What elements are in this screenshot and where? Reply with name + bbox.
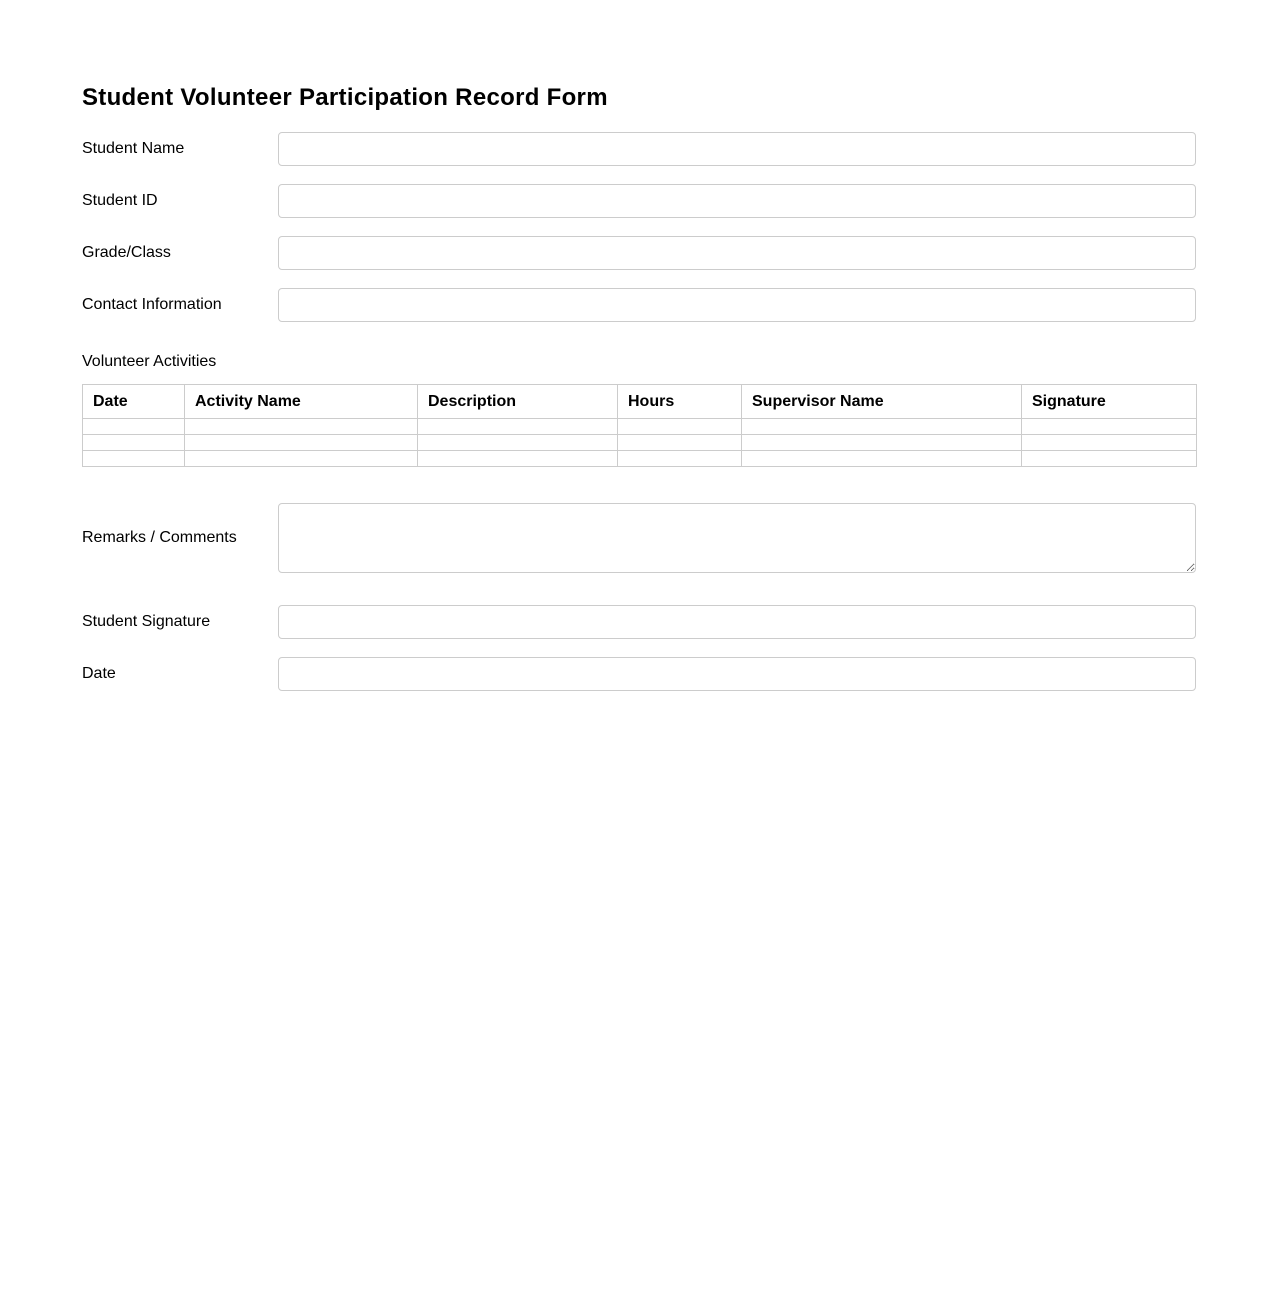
table-cell-date[interactable] xyxy=(83,435,185,451)
table-cell-description[interactable] xyxy=(418,435,618,451)
page-title: Student Volunteer Participation Record Form xyxy=(82,84,608,111)
grade-class-input[interactable] xyxy=(278,236,1196,270)
table-cell-signature[interactable] xyxy=(1022,451,1197,467)
column-header-signature: Signature xyxy=(1022,385,1197,419)
volunteer-activities-heading: Volunteer Activities xyxy=(82,353,217,370)
student-name-label: Student Name xyxy=(82,140,185,157)
column-header-activity-name: Activity Name xyxy=(185,385,418,419)
table-row xyxy=(83,451,1197,467)
table-cell-date[interactable] xyxy=(83,419,185,435)
table-cell-description[interactable] xyxy=(418,451,618,467)
volunteer-activities-table xyxy=(82,384,1197,467)
table-cell-hours[interactable] xyxy=(618,419,742,435)
table-cell-description[interactable] xyxy=(418,419,618,435)
table-cell-hours[interactable] xyxy=(618,451,742,467)
contact-information-label: Contact Information xyxy=(82,296,222,313)
table-cell-supervisor-name[interactable] xyxy=(742,451,1022,467)
student-name-input[interactable] xyxy=(278,132,1196,166)
table-cell-activity-name[interactable] xyxy=(185,451,418,467)
student-signature-label: Student Signature xyxy=(82,613,211,630)
table-cell-signature[interactable] xyxy=(1022,435,1197,451)
table-cell-supervisor-name[interactable] xyxy=(742,435,1022,451)
student-signature-row xyxy=(82,605,1196,639)
table-cell-hours[interactable] xyxy=(618,435,742,451)
table-cell-activity-name[interactable] xyxy=(185,419,418,435)
student-id-input[interactable] xyxy=(278,184,1196,218)
student-signature-input[interactable] xyxy=(278,605,1196,639)
table-row xyxy=(83,435,1197,451)
table-cell-signature[interactable] xyxy=(1022,419,1197,435)
remarks-textarea[interactable] xyxy=(278,503,1196,573)
remarks-label: Remarks / Comments xyxy=(82,529,237,546)
date-row xyxy=(82,657,1196,691)
date-label: Date xyxy=(82,665,116,682)
contact-information-row xyxy=(82,288,1196,322)
table-cell-supervisor-name[interactable] xyxy=(742,419,1022,435)
student-id-row xyxy=(82,184,1196,218)
grade-class-row xyxy=(82,236,1196,270)
table-row xyxy=(83,419,1197,435)
table-cell-date[interactable] xyxy=(83,451,185,467)
column-header-description: Description xyxy=(418,385,618,419)
column-header-date: Date xyxy=(83,385,185,419)
column-header-hours: Hours xyxy=(618,385,742,419)
table-header-row xyxy=(83,385,1197,419)
contact-information-input[interactable] xyxy=(278,288,1196,322)
grade-class-label: Grade/Class xyxy=(82,244,171,261)
column-header-supervisor-name: Supervisor Name xyxy=(742,385,1022,419)
student-name-row xyxy=(82,132,1196,166)
table-cell-activity-name[interactable] xyxy=(185,435,418,451)
date-input[interactable] xyxy=(278,657,1196,691)
student-id-label: Student ID xyxy=(82,192,158,209)
remarks-row xyxy=(82,503,1196,573)
